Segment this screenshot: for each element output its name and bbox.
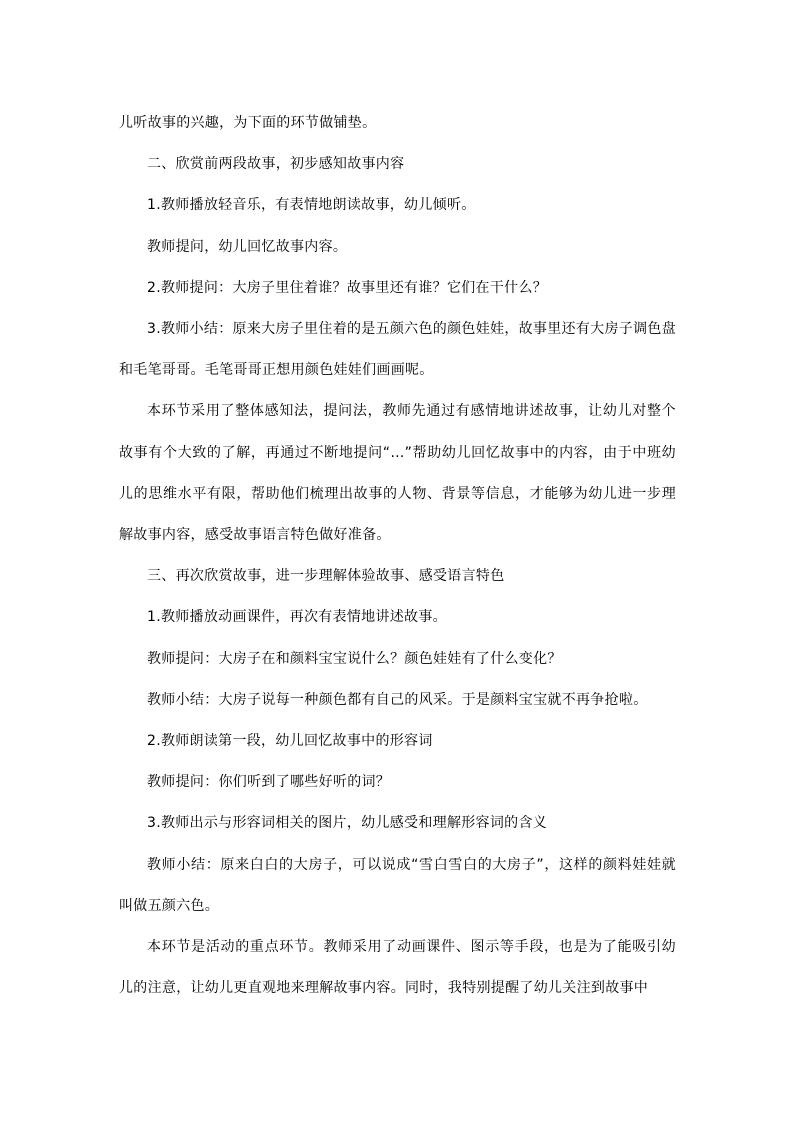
paragraph: 1.教师播放轻音乐，有表情地朗读故事，幼儿倾听。 — [147, 197, 476, 214]
paragraph: 教师小结：原来白白的大房子，可以说成“雪白雪白的大房子”，这样的颜料娃娃就叫做五颜六色。 — [119, 856, 676, 914]
paragraph: 本环节是活动的重点环节。教师采用了动画课件、图示等手段，也是为了能吸引幼儿的注意，让幼儿更直观地来理解故事内容。同时，我特别提醒了幼儿关注到故事中 — [119, 939, 676, 997]
paragraph: 儿听故事的兴趣，为下面的环节做铺垫。 — [119, 115, 377, 131]
section-heading: 二、欣赏前两段故事，初步感知故事内容 — [147, 156, 405, 173]
paragraph: 教师小结：大房子说每一种颜色都有自己的风采。于是颜料宝宝就不再争抢啦。 — [147, 691, 648, 708]
section-heading: 三、再次欣赏故事，进一步理解体验故事、感受语言特色 — [147, 568, 505, 585]
paragraph: 1.教师播放动画课件，再次有表情地讲述故事。 — [147, 609, 447, 626]
paragraph: 教师提问：你们听到了哪些好听的词？ — [147, 774, 391, 791]
paragraph: 3.教师小结：原来大房子里住着的是五颜六色的颜色娃娃，故事里还有大房子调色盘和毛笔哥哥。毛笔哥哥正想用颜色娃娃们画画呢。 — [119, 321, 676, 379]
paragraph: 2.教师提问：大房子里住着谁？故事里还有谁？它们在干什么？ — [147, 279, 548, 296]
paragraph: 3.教师出示与形容词相关的图片，幼儿感受和理解形容词的含义 — [147, 815, 548, 832]
document-body — [119, 103, 676, 1009]
paragraph: 2.教师朗读第一段，幼儿回忆故事中的形容词 — [147, 733, 433, 750]
paragraph: 教师提问，幼儿回忆故事内容。 — [147, 238, 348, 255]
paragraph: 本环节采用了整体感知法，提问法，教师先通过有感情地讲述故事，让幼儿对整个故事有个大致的了解，再通过不断地提问“…”帮助幼儿回忆故事中的内容，由于中班幼儿的思维水平有限，帮助他们梳理出故事的人物、背景等信息，才能够为幼儿进一步理解故事内容，感受故事语言特色做好准备。 — [119, 403, 676, 544]
paragraph: 教师提问：大房子在和颜料宝宝说什么？颜色娃娃有了什么变化？ — [147, 650, 562, 667]
